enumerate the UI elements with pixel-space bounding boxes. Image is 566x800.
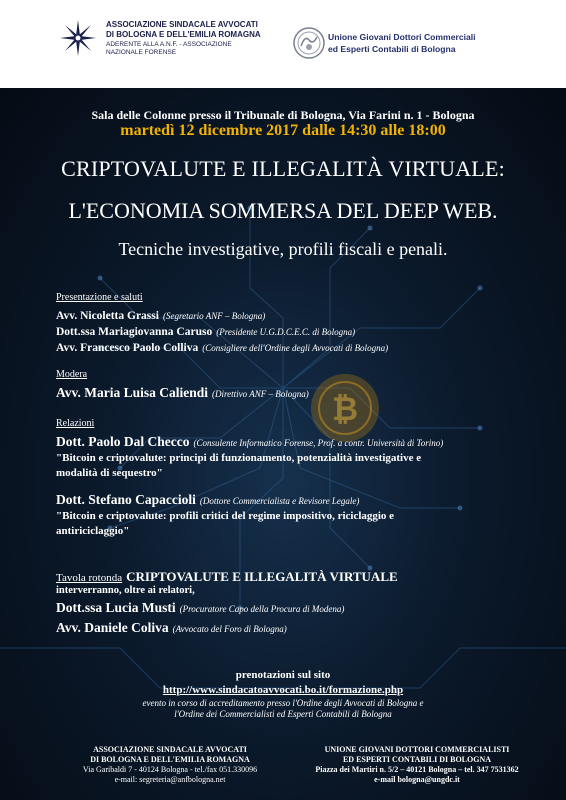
talk-title-line-2: modalità di sequestro" [56,467,163,479]
ugdc-name-line-1: Unione Giovani Dottori Commerciali [328,32,476,42]
association-name-line-1: ASSOCIAZIONE SINDACALE AVVOCATI [106,20,258,29]
footer-left-line-3: Via Garibaldi 7 - 40124 Bologna - tel./fax 051.330096 [82,765,258,774]
event-title-line-1: CRIPTOVALUTE E ILLEGALITÀ VIRTUALE: [61,156,505,181]
round-table-title: CRIPTOVALUTE E ILLEGALITÀ VIRTUALE [126,569,398,584]
association-name [106,20,296,40]
guest-row [56,619,516,637]
footer-right-line-3: Piazza dei Martiri n. 5/2 – 40121 Bologna – tel. 347 7531362 [315,765,519,774]
footer-left-contact [60,745,280,785]
association-name-line-2: DI BOLOGNA E DELL'EMILIA ROMAGNA [106,30,261,39]
speaker-row [56,433,516,451]
section-label-relazioni: Relazioni [56,418,95,429]
moderator-row [56,384,516,402]
speaker-role: (Presidente U.G.D.C.E.C. di Bologna) [216,327,356,337]
association-subtitle-line-2: NAZIONALE FORENSE [106,49,177,56]
speaker-name: Dott. Paolo Dal Checco [56,434,190,449]
speaker-name: Dott. Stefano Capaccioli [56,492,196,507]
round-table-label: Tavola rotonda [56,572,123,584]
moderator-name: Avv. Maria Luisa Caliendi [56,385,209,400]
event-title-line-2: L'ECONOMIA SOMMERSA DEL DEEP WEB. [68,198,498,223]
moderator-role: (Direttivo ANF – Bologna) [212,389,309,399]
speaker-row [56,491,516,509]
footer-left-line-1: ASSOCIAZIONE SINDACALE AVVOCATI [93,745,247,754]
association-name-block [106,20,296,57]
speaker-name: Avv. Francesco Paolo Colliva [56,342,199,354]
star-burst-logo-icon [58,18,98,58]
accreditation-note-line-2: l'Ordine dei Commercialisti ed Esperti Contabili di Bologna [174,709,392,719]
round-table-intro: interverranno, oltre ai relatori, [56,585,195,596]
talk-title [56,451,506,481]
speaker-name: Dott.ssa Mariagiovanna Caruso [56,326,213,338]
footer-right-contact [300,745,534,785]
ugdc-name-line-2: ed Esperti Contabili di Bologna [328,44,456,54]
talk-title-line-2: antiriciclaggio" [56,525,130,537]
guest-name: Dott.ssa Lucia Musti [56,600,176,615]
section-label-saluti: Presentazione e saluti [56,292,143,303]
ugdc-name [328,31,476,55]
main-content [0,88,566,800]
guest-role: (Procuratore Capo della Procura di Modena) [179,604,345,614]
accreditation-note-line-1: evento in corso di accreditamento presso l'Ordine degli Avvocati di Bologna e [142,698,424,708]
footer-left-line-2: DI BOLOGNA E DELL'EMILIA ROMAGNA [90,755,250,764]
event-datetime: martedì 12 dicembre 2017 dalle 14:30 alle 18:00 [120,122,446,139]
footer-right-line-2: ED ESPERTI CONTABILI DI BOLOGNA [342,755,492,764]
guest-role: (Avvocato del Foro di Bologna) [172,624,287,634]
booking-link[interactable]: http://www.sindacatoavvocati.bo.it/formazione.php [162,684,404,696]
header [0,0,566,88]
guest-row [56,599,516,617]
guest-name: Avv. Daniele Coliva [56,620,169,635]
speaker-row [56,338,516,356]
footer-right-line-1: UNIONE GIOVANI DOTTORI COMMERCIALISTI [324,745,510,754]
section-label-modera: Modera [56,369,88,380]
association-subtitle [106,41,296,57]
speaker-role: (Consulente Informatico Forense, Prof. a contr. Università di Torino) [193,438,444,448]
svg-text:₿: ₿ [331,390,359,428]
seal-logo-icon [292,26,326,60]
talk-title-line-1: "Bitcoin e criptovalute: profili critici del regime impositivo, riciclaggio e [56,510,395,522]
venue: Sala delle Colonne presso il Tribunale di Bologna, Via Farini n. 1 - Bologna [91,108,475,122]
event-subtitle: Tecniche investigative, profili fiscali e penali. [118,239,448,259]
speaker-name: Avv. Nicoletta Grassi [56,310,159,322]
association-subtitle-line-1: ADERENTE ALLA A.N.F. - ASSOCIAZIONE [106,41,232,48]
speaker-role: (Dottore Commercialista e Revisore Legale) [199,496,360,506]
speaker-role: (Segretario ANF – Bologna) [162,311,266,321]
round-table [56,568,398,586]
speaker-role: (Consigliere dell'Ordine degli Avvocati di Bologna) [202,343,389,353]
footer-right-email[interactable]: e-mail bologna@ungdc.it [374,775,460,784]
booking-label: prenotazioni sul sito [235,669,331,681]
talk-title-line-1: "Bitcoin e criptovalute: principi di funzionamento, potenzialità investigative e [56,452,422,464]
talk-title [56,509,506,539]
footer-left-email[interactable]: e-mail: segreteria@anfbologna.net [114,775,226,784]
